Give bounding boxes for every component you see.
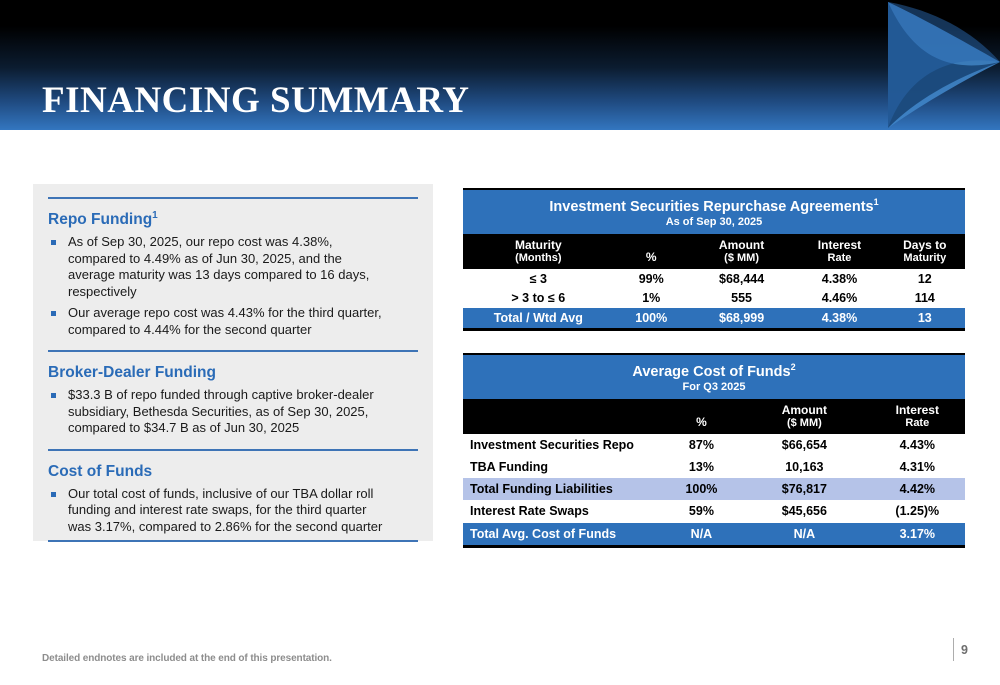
cell-row-label: Interest Rate Swaps [470,504,589,519]
cell-percent: 59% [688,504,714,519]
page-number-divider [953,638,954,661]
cell-row-label: TBA Funding [470,460,548,475]
divider [48,197,418,199]
bullet-text: Our average repo cost was 4.43% for the third quarter, compared to 4.44% for the second quarter [68,305,382,337]
cell-amount: $68,444 [719,271,765,286]
cell-amount: 555 [731,291,753,306]
column-header: Interest Rate [895,402,939,429]
bullet-text: Our total cost of funds, inclusive of our TBA dollar roll funding and interest rate swaps, for the third quarter was 3.17%, compared to 2.86% for the second quarter [68,485,383,534]
column-header: % [696,414,707,429]
cell-maturity: > 3 to ≤ 6 [511,291,566,306]
section-heading-broker-dealer-funding: Broker-Dealer Funding [48,364,216,382]
header-band [0,0,1000,130]
bullet-square-icon [51,311,56,316]
footnote-marker: 2 [790,362,796,372]
bullet-square-icon [51,240,56,245]
table-subtotal-row [463,478,965,500]
cell-amount: $76,817 [781,482,827,497]
table-row [463,456,965,478]
cost-table-header-row [463,399,965,434]
divider [48,350,418,352]
cell-days-to-maturity: 13 [917,310,932,325]
cell-percent: 100% [635,310,668,325]
table-total-row [463,308,965,328]
commentary-panel [33,184,433,541]
cell-row-label: Investment Securities Repo [470,437,634,452]
cell-percent: 1% [642,291,661,306]
cell-interest-rate: (1.25)% [895,504,940,519]
cell-interest-rate: 4.42% [899,482,936,497]
page-title: FINANCING SUMMARY [42,80,470,121]
section-heading-cost-of-funds: Cost of Funds [48,462,153,480]
list-item [51,387,418,437]
footnote-marker: 1 [873,197,879,207]
cell-percent: 99% [638,271,664,286]
cell-amount: $68,999 [719,310,765,325]
column-header: Interest Rate [817,237,862,264]
cell-percent: N/A [690,526,713,541]
footnote-marker: 1 [152,210,158,221]
divider [48,449,418,451]
cost-of-funds-table [463,353,965,548]
cell-interest-rate: 4.46% [821,291,858,306]
cell-days-to-maturity: 114 [914,291,935,306]
cell-interest-rate: 3.17% [899,526,936,541]
column-header: Days to Maturity [903,237,947,264]
bullet-list [33,486,433,541]
cost-table-title: Average Cost of Funds$^2$ [632,362,796,380]
repo-table-title-band [463,190,965,234]
cell-total-label: Total / Wtd Avg [493,310,583,325]
repo-table-subtitle: As of Sep 30, 2025 [665,215,763,228]
repo-table-title: Investment Securities Repurchase Agreements$^1$ [549,197,879,215]
cell-amount: $66,654 [781,437,827,452]
section-heading-repo-funding: Repo Funding$^1$ [48,210,158,229]
cell-interest-rate: 4.31% [899,460,936,475]
bullet-square-icon [51,393,56,398]
table-total-row [463,523,965,545]
cell-percent: 87% [688,437,714,452]
cell-interest-rate: 4.38% [821,310,858,325]
cell-row-label: Total Funding Liabilities [470,482,613,497]
column-header: % [645,249,657,264]
repo-agreements-table [463,188,965,331]
table-row [463,288,965,308]
column-header: Maturity (Months) [514,237,562,264]
cell-days-to-maturity: 12 [917,271,932,286]
table-row [463,434,965,456]
bullet-text: As of Sep 30, 2025, our repo cost was 4.38%, compared to 4.49% as of Jun 30, 2025, and the average maturity was 13 days compared to 16 days, respectively [68,234,370,299]
cell-maturity: ≤ 3 [529,271,547,286]
cell-interest-rate: 4.38% [821,271,858,286]
list-item [51,305,418,338]
bullet-square-icon [51,492,56,497]
bullet-text: $33.3 B of repo funded through captive broker-dealer subsidiary, Bethesda Securities, as of Sep 30, 2025, compared to $34.7 B as of Jun 30, 2025 [68,387,374,436]
list-item [51,486,418,536]
list-item [51,234,418,300]
cost-table-subtitle: For Q3 2025 [682,380,746,393]
page-number: 9 [961,643,968,657]
cell-row-label: Total Avg. Cost of Funds [470,526,617,541]
endnotes-disclaimer: Detailed endnotes are included at the end of this presentation. [42,653,332,664]
cell-percent: 13% [688,460,714,475]
table-row [463,500,965,522]
column-header: Amount ($ MM) [781,402,828,429]
repo-table-header-row [463,234,965,269]
cell-amount: 10,163 [785,460,824,475]
table-row [463,269,965,289]
company-logo-icon [852,0,1000,128]
column-header: Amount ($ MM) [718,237,765,264]
bullet-list [33,387,433,442]
divider [48,540,418,542]
cell-amount: $45,656 [781,504,827,519]
cost-table-title-band [463,355,965,399]
cell-interest-rate: 4.43% [899,437,936,452]
cell-amount: N/A [793,526,816,541]
cell-percent: 100% [685,482,718,497]
bullet-list [33,234,433,343]
